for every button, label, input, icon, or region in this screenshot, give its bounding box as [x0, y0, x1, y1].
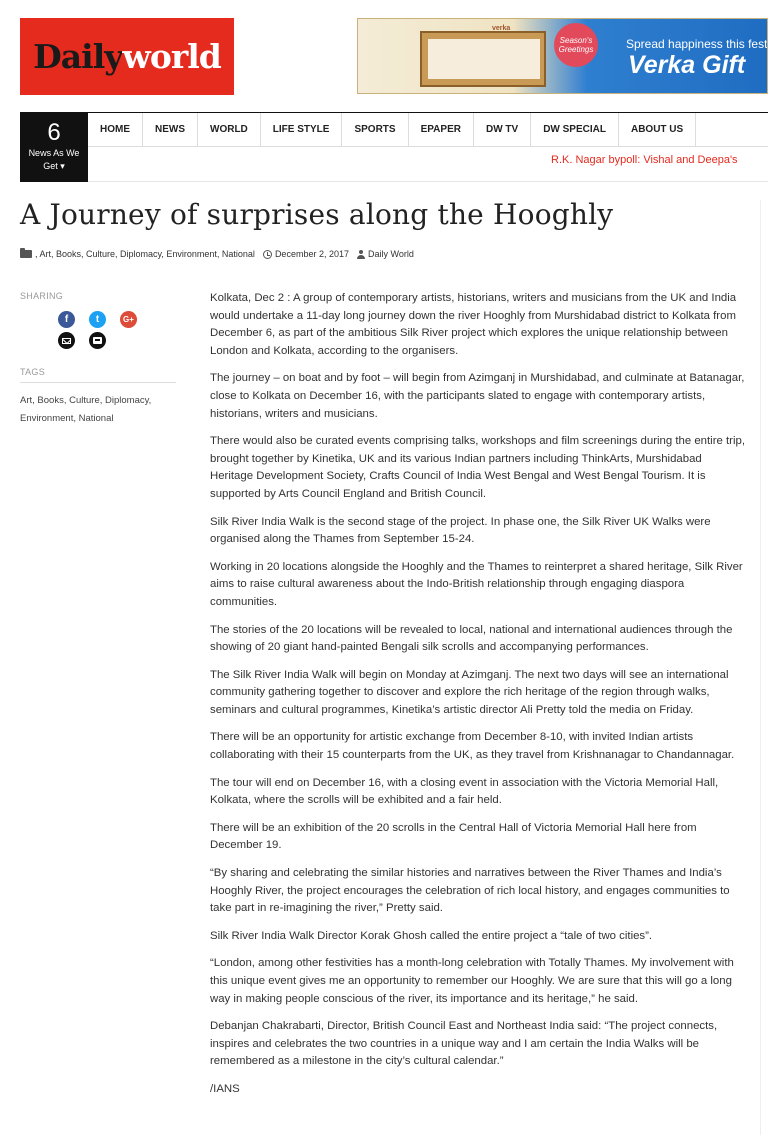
article-paragraph: “London, among other festivities has a month-long celebration with Totally Thames. My involvement with this unique event gives me an opportunity to remember our Hooghly. We are sure that this will go a long way in making people conscious of the river, its importance and its heritage,” he said. [210, 957, 734, 1005]
tag-list [20, 392, 176, 428]
article-paragraph: The journey – on boat and by foot – will begin from Azimganj in Murshidabad, and culminate at Batanagar, close to Kolkata on December 16, with the participants slated to engage with contemporary artists, historians, writers and musicians. [210, 372, 745, 420]
logo-text [33, 37, 221, 76]
tag-line-1[interactable]: Art, Books, Culture, Diplomacy, [20, 395, 152, 406]
article-paragraph: There would also be curated events comprising talks, workshops and film screenings during the entire trip, brought together by Kinetika, UK and its various Indian partners including ThinkArts, Murshidabad Heritage Development Society, Crafts Council of India West Bengal and West Bengal Tourism. It is supported by Arts Council England and British Council. [210, 435, 745, 500]
article-date: December 2, 2017 [274, 249, 349, 259]
nav-item-dw-tv[interactable]: DW TV [474, 113, 531, 147]
main-navigation [20, 112, 768, 182]
banner-brand: verka [492, 25, 511, 32]
news-dropdown[interactable] [20, 112, 88, 182]
nav-item-world[interactable]: WORLD [198, 113, 261, 147]
nav-item-dw-special[interactable]: DW SPECIAL [531, 113, 619, 147]
google-plus-share-icon[interactable]: G+ [120, 311, 137, 328]
article-title: A Journey of surprises along the Hooghly [20, 198, 614, 231]
gift-box-inner [428, 39, 540, 79]
article-paragraph: Silk River India Walk is the second stage of the project. In phase one, the Silk River UK Walks were organised along the Thames from September 15-24. [210, 515, 711, 546]
folder-icon [20, 250, 32, 258]
article-paragraph: Silk River India Walk Director Korak Ghosh called the entire project a “tale of two cities”. [210, 929, 653, 942]
envelope-icon [62, 338, 71, 344]
clock-icon [263, 250, 272, 259]
share-row-2 [58, 332, 176, 349]
logo-part-world: world [122, 37, 221, 76]
banner-product-name: Verka Gift [628, 51, 746, 79]
nav-item-about-us[interactable]: ABOUT US [619, 113, 696, 147]
tag-line-2[interactable]: Environment, National [20, 413, 114, 424]
article-paragraph: The stories of the 20 locations will be revealed to local, national and international audiences through the showing of 20 giant hand-painted Bengali silk scrolls and accompanying performances. [210, 623, 733, 654]
news-label-line1: News As We [28, 148, 80, 158]
printer-glyph [93, 337, 102, 344]
news-ticker-link[interactable]: R.K. Nagar bypoll: Vishal and Deepa's [551, 154, 738, 166]
nav-item-life-style[interactable]: LIFE STYLE [261, 113, 343, 147]
article-body [210, 290, 746, 1109]
article-paragraph: “By sharing and celebrating the similar histories and narratives between the River Thames and India’s Hooghly River, the project encourages the celebration of rich local history, and engages communities to take part in re-imagining the river,” Pretty said. [210, 867, 730, 915]
banner-tagline: Spread happiness this fest [626, 37, 768, 51]
site-logo[interactable] [20, 18, 234, 95]
nav-divider [88, 181, 768, 182]
sharing-label: SHARING [20, 291, 64, 301]
article-paragraph: Debanjan Chakrabarti, Director, British Council East and Northeast India said: “The project connects, inspires and celebrates the two countries in a unique way and I am certain the India Walks will be remembered as a milestone in the city’s cultural calendar.” [210, 1020, 718, 1068]
nav-item-epaper[interactable]: EPAPER [409, 113, 474, 147]
meta-category-prefix: , [35, 249, 38, 259]
facebook-share-icon[interactable]: f [58, 311, 75, 328]
logo-part-daily: Daily [33, 37, 123, 76]
tags-label: TAGS [20, 367, 176, 383]
nav-menu [88, 112, 768, 147]
user-icon [357, 250, 365, 259]
content-border [760, 200, 761, 1135]
news-count: 6 [47, 119, 61, 146]
article-meta [20, 249, 414, 259]
article-source: /IANS [210, 1082, 240, 1095]
banner-badge: Season's Greetings [554, 23, 598, 67]
news-label-line2: Get ▾ [43, 161, 65, 171]
article-paragraph: The Silk River India Walk will begin on Monday at Azimganj. The next two days will see an international community gathering together to discover and explore the rich heritage of the region through walks, seminars and cultural programmes, Kinetika’s artistic director Ali Pretty told the media on Friday. [210, 668, 729, 716]
article-paragraph: There will be an opportunity for artistic exchange from December 8-10, with invited Indian artists collaborating with their 15 counterparts from the UK, as they travel from Krishnanagar to Chandannagar. [210, 731, 735, 762]
gift-box-image [420, 31, 546, 87]
nav-item-news[interactable]: NEWS [143, 113, 198, 147]
article-paragraph: Working in 20 locations alongside the Hooghly and the Thames to reinterpret a shared heritage, Silk River aims to raise cultural awareness about the Indo-British relationship through engaging diaspora communities. [210, 560, 743, 608]
print-icon[interactable] [89, 332, 106, 349]
article-paragraph: Kolkata, Dec 2 : A group of contemporary artists, historians, writers and musicians from the UK and India would undertake a 11-day long journey down the river Hooghly from Murshidabad district to Kolkata from December 6, as part of the ambitious Silk River project which explores the unique relationship between London and Kolkata, according to the organisers. [210, 292, 737, 357]
article-categories[interactable]: Art, Books, Culture, Diplomacy, Environment, National [39, 249, 255, 259]
article-paragraph: There will be an exhibition of the 20 scrolls in the Central Hall of Victoria Memorial Hall here from December 19. [210, 821, 697, 852]
article-author[interactable]: Daily World [367, 249, 414, 259]
article-sidebar [20, 291, 176, 428]
ad-banner[interactable] [357, 18, 768, 94]
share-row-1 [58, 311, 176, 328]
email-share-icon[interactable] [58, 332, 75, 349]
nav-item-sports[interactable]: SPORTS [342, 113, 408, 147]
nav-item-home[interactable]: HOME [88, 113, 143, 147]
twitter-share-icon[interactable]: t [89, 311, 106, 328]
article-paragraph: The tour will end on December 16, with a closing event in association with the Victoria Memorial Hall, Kolkata, where the scrolls will be exhibited and a fair held. [210, 776, 719, 807]
